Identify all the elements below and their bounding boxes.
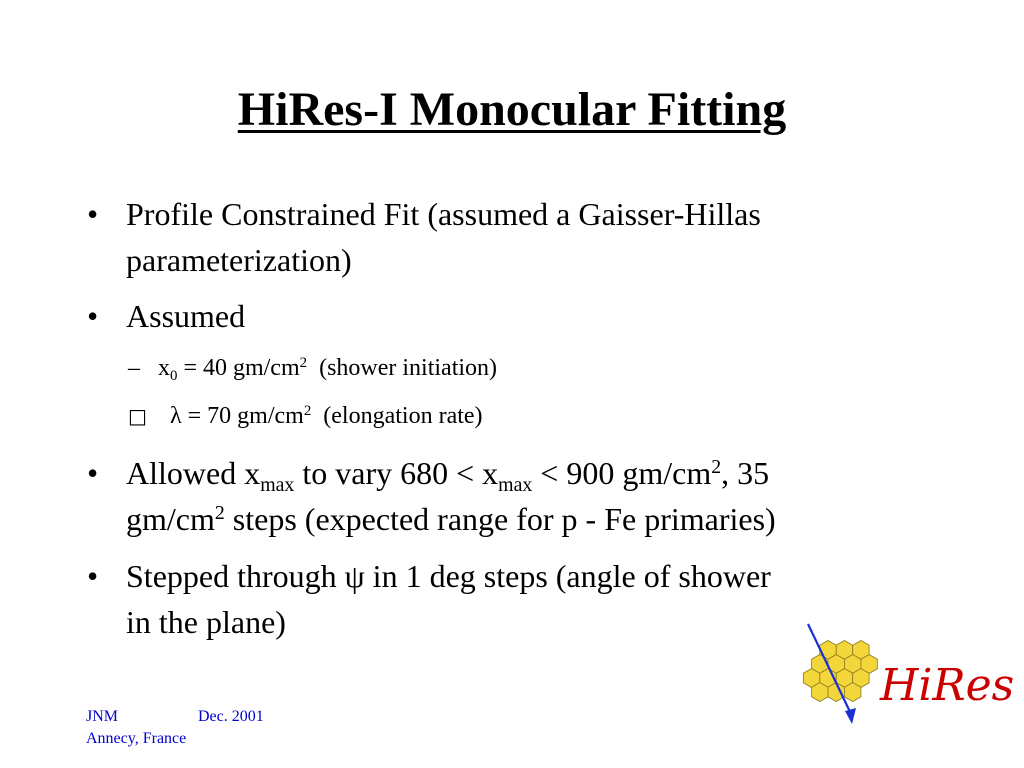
footer-author: JNM (86, 708, 119, 725)
bullet-text: Assumed (126, 298, 246, 334)
slide-footer (86, 706, 264, 750)
sub-bullet-text: λ = 70 $gm/cm^2$ (elongation rate) (170, 402, 483, 429)
dash-mark: – (128, 355, 140, 381)
footer-date: Dec. 2001 (198, 708, 264, 725)
bullet-mark: • (87, 298, 99, 334)
bullet-text: Stepped through ψ in 1 deg steps (angle of shower in the plane) (126, 558, 771, 640)
footer-location: Annecy, France (86, 730, 187, 747)
slide-title: HiRes-I Monocular Fitting (237, 83, 787, 136)
bullet-text: Allowed $x_{max}$ to vary $680 < x_{max} < 900$ $gm/cm^2$, 35 $gm/cm^2$ steps (expected range for p - Fe primaries) (126, 455, 776, 537)
bullet-text: Profile Constrained Fit (assumed a Gaisser-Hillas parameterization) (126, 196, 761, 278)
logo-text: HiRes (880, 660, 1015, 711)
bullet-mark: • (87, 558, 99, 594)
box-mark: □ (128, 404, 147, 428)
hires-logo (790, 620, 1015, 730)
bullet-mark: • (87, 455, 99, 491)
arrowhead-icon (845, 708, 856, 724)
bullet-mark: • (87, 196, 99, 232)
sub-bullet-text: $x_0 = 40$ $gm/cm^2$ (shower initiation) (158, 354, 498, 385)
